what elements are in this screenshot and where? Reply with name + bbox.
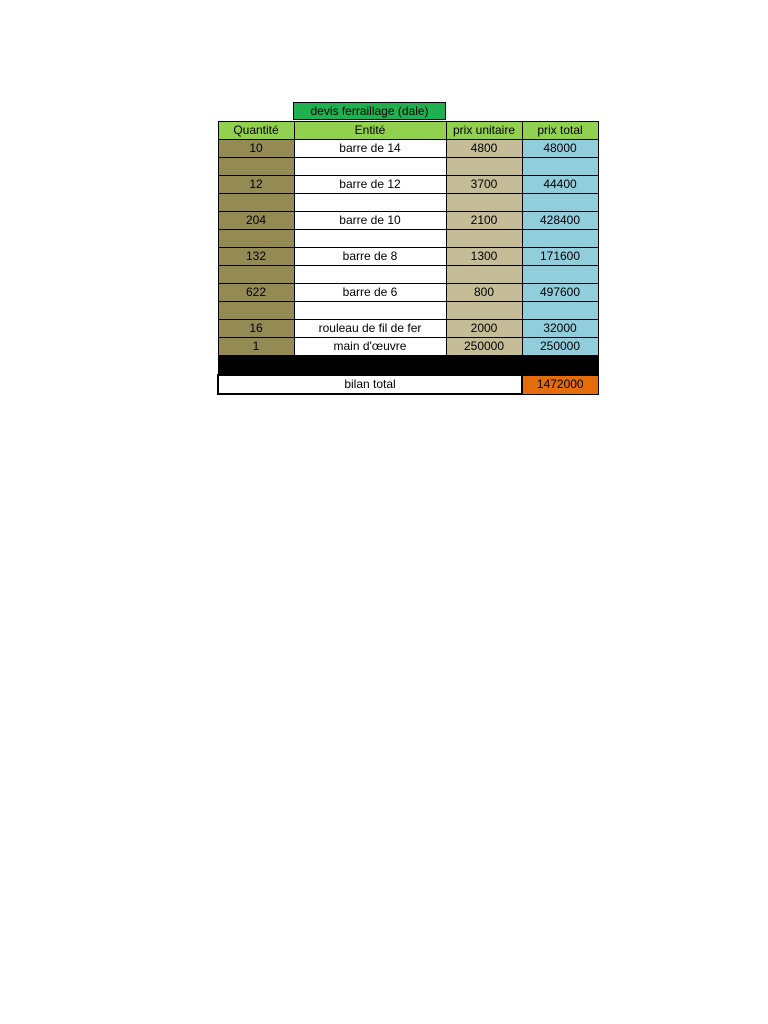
cell-quantite[interactable] — [218, 230, 294, 248]
cell-prix-unitaire[interactable] — [446, 266, 522, 284]
cell-prix-unitaire[interactable]: 250000 — [446, 338, 522, 356]
table-row — [218, 176, 598, 194]
cell-entite[interactable]: barre de 10 — [294, 212, 446, 230]
table-row — [218, 266, 598, 284]
cell-entite[interactable]: barre de 6 — [294, 284, 446, 302]
cell-entite[interactable]: rouleau de fil de fer — [294, 320, 446, 338]
cell-quantite[interactable]: 1 — [218, 338, 294, 356]
cell-quantite[interactable] — [218, 266, 294, 284]
cell-prix-unitaire[interactable]: 2100 — [446, 212, 522, 230]
table-row — [218, 158, 598, 176]
table-row — [218, 230, 598, 248]
cell-entite[interactable] — [294, 302, 446, 320]
cell-prix-unitaire[interactable]: 1300 — [446, 248, 522, 266]
black-fill-cell[interactable] — [218, 356, 294, 376]
sheet-title[interactable]: devis ferraillage (dale) — [293, 102, 446, 120]
cell-quantite[interactable] — [218, 158, 294, 176]
cell-prix-total[interactable]: 32000 — [522, 320, 598, 338]
cell-prix-unitaire[interactable] — [446, 302, 522, 320]
header-entite[interactable]: Entité — [294, 122, 446, 140]
cell-prix-total[interactable] — [522, 230, 598, 248]
cell-prix-unitaire[interactable]: 800 — [446, 284, 522, 302]
cell-prix-unitaire[interactable]: 3700 — [446, 176, 522, 194]
black-fill-cell[interactable] — [446, 356, 522, 376]
cell-prix-total[interactable]: 250000 — [522, 338, 598, 356]
cell-quantite[interactable]: 12 — [218, 176, 294, 194]
table-row — [218, 140, 598, 158]
cell-prix-total[interactable] — [522, 194, 598, 212]
table-row — [218, 248, 598, 266]
cell-prix-unitaire[interactable] — [446, 230, 522, 248]
quote-table — [217, 121, 599, 395]
cell-prix-total[interactable] — [522, 266, 598, 284]
header-row — [218, 122, 598, 140]
cell-prix-total[interactable]: 497600 — [522, 284, 598, 302]
header-prix-total[interactable]: prix total — [522, 122, 598, 140]
cell-entite[interactable] — [294, 266, 446, 284]
total-row — [218, 375, 598, 394]
cell-prix-unitaire[interactable]: 4800 — [446, 140, 522, 158]
cell-entite[interactable]: main d'œuvre — [294, 338, 446, 356]
cell-entite[interactable]: barre de 8 — [294, 248, 446, 266]
table-row — [218, 284, 598, 302]
cell-quantite[interactable] — [218, 194, 294, 212]
cell-entite[interactable]: barre de 12 — [294, 176, 446, 194]
table-row — [218, 338, 598, 356]
black-fill-cell[interactable] — [294, 356, 446, 376]
cell-prix-total[interactable]: 171600 — [522, 248, 598, 266]
cell-entite[interactable]: barre de 14 — [294, 140, 446, 158]
cell-prix-total[interactable] — [522, 158, 598, 176]
cell-prix-total[interactable]: 428400 — [522, 212, 598, 230]
cell-quantite[interactable]: 132 — [218, 248, 294, 266]
cell-prix-unitaire[interactable] — [446, 158, 522, 176]
cell-prix-total[interactable] — [522, 302, 598, 320]
cell-quantite[interactable]: 622 — [218, 284, 294, 302]
cell-prix-total[interactable]: 48000 — [522, 140, 598, 158]
cell-quantite[interactable]: 10 — [218, 140, 294, 158]
cell-entite[interactable] — [294, 230, 446, 248]
total-value[interactable]: 1472000 — [522, 375, 598, 394]
table-row — [218, 320, 598, 338]
total-label[interactable]: bilan total — [218, 375, 522, 394]
header-quantite[interactable]: Quantité — [218, 122, 294, 140]
cell-quantite[interactable]: 16 — [218, 320, 294, 338]
table-row — [218, 212, 598, 230]
cell-entite[interactable] — [294, 194, 446, 212]
black-fill-cell[interactable] — [522, 356, 598, 376]
cell-entite[interactable] — [294, 158, 446, 176]
table-row — [218, 194, 598, 212]
cell-prix-total[interactable]: 44400 — [522, 176, 598, 194]
cell-prix-unitaire[interactable]: 2000 — [446, 320, 522, 338]
cell-prix-unitaire[interactable] — [446, 194, 522, 212]
separator-row — [218, 356, 598, 376]
table-row — [218, 302, 598, 320]
cell-quantite[interactable]: 204 — [218, 212, 294, 230]
cell-quantite[interactable] — [218, 302, 294, 320]
header-prix-unitaire[interactable]: prix unitaire — [446, 122, 522, 140]
